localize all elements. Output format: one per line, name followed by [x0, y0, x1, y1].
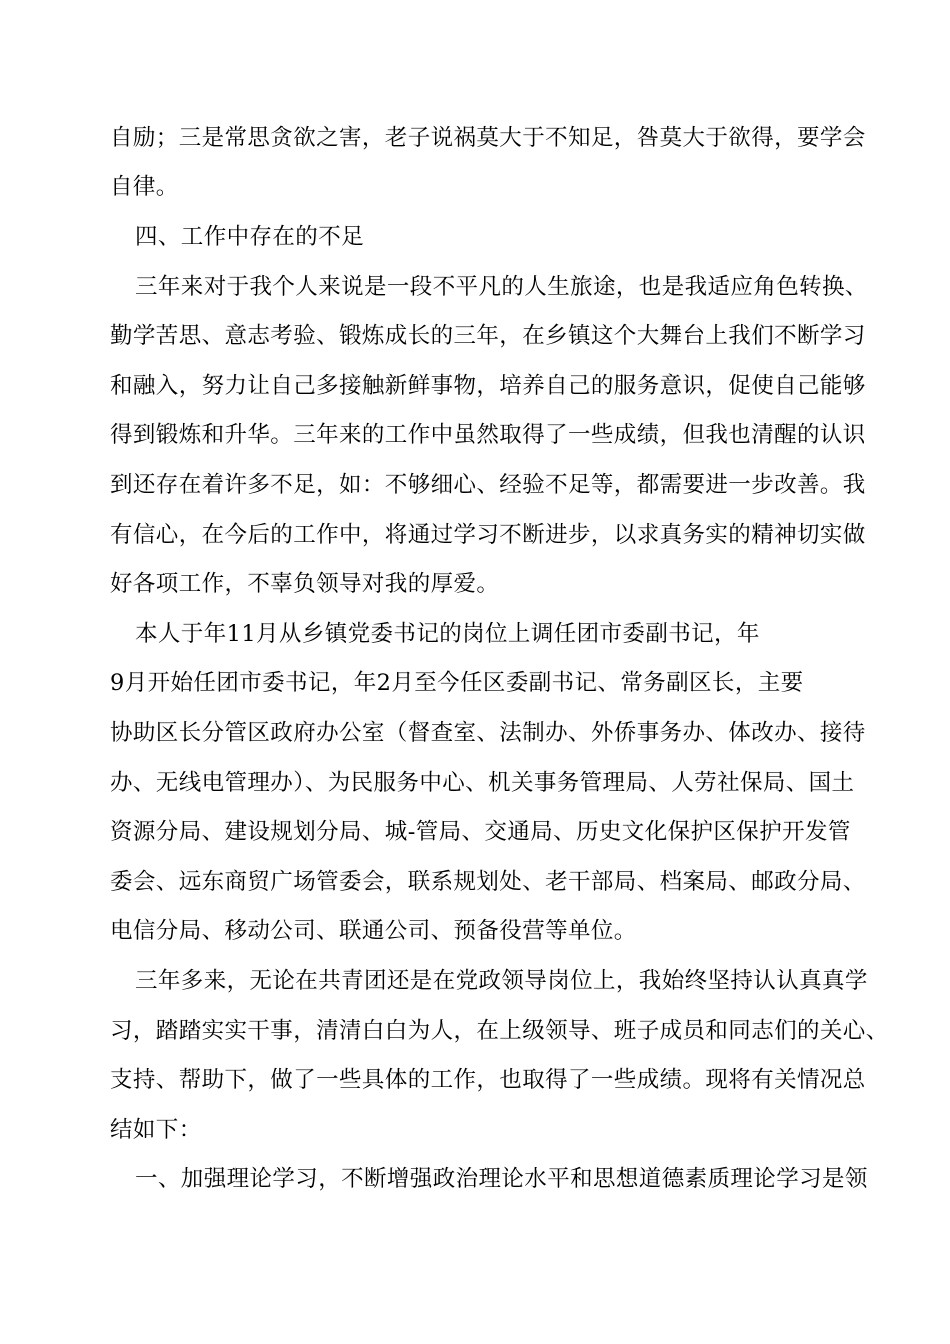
section-heading: 四、工作中存在的不足 — [135, 224, 365, 250]
text-line: 一、加强理论学习，不断增强政治理论水平和思想道德素质理论学习是领 — [135, 1166, 868, 1192]
text-line: 得到锻炼和升华。三年来的工作中虽然取得了一些成绩，但我也清醒的认识 — [110, 422, 866, 448]
text-line: 有信心，在今后的工作中，将通过学习不断进步，以求真务实的精神切实做 — [110, 522, 866, 548]
text-line: 和融入，努力让自己多接触新鲜事物，培养自己的服务意识，促使自己能够 — [110, 373, 866, 399]
text-line: 好各项工作，不辜负领导对我的厚爱。 — [110, 571, 500, 597]
text-line: 本人于年11月从乡镇党委书记的岗位上调任团市委副书记，年 — [135, 621, 760, 647]
text-line: 支持、帮助下，做了一些具体的工作，也取得了一些成绩。现将有关情况总 — [110, 1067, 866, 1093]
text-line: 自律。 — [110, 174, 179, 200]
text-line: 自励；三是常思贪欲之害，老子说祸莫大于不知足，咎莫大于欲得，要学会 — [110, 125, 866, 151]
text-line: 结如下： — [110, 1117, 202, 1143]
text-line: 9月开始任团市委书记，年2月至今任区委副书记、常务副区长，主要 — [110, 670, 804, 696]
text-line: 电信分局、移动公司、联通公司、预备役营等单位。 — [110, 918, 637, 944]
text-line: 协助区长分管区政府办公室（督查室、法制办、外侨事务办、体改办、接待 — [110, 720, 866, 746]
text-line: 三年多来，无论在共青团还是在党政领导岗位上，我始终坚持认认真真学 — [135, 968, 868, 994]
text-line: 到还存在着许多不足，如：不够细心、经验不足等，都需要进一步改善。我 — [110, 472, 866, 498]
text-line: 三年来对于我个人来说是一段不平凡的人生旅途，也是我适应角色转换、 — [135, 274, 868, 300]
text-line: 资源分局、建设规划分局、城-管局、交通局、历史文化保护区保护开发管 — [110, 819, 851, 845]
text-line: 勤学苦思、意志考验、锻炼成长的三年，在乡镇这个大舞台上我们不断学习 — [110, 323, 866, 349]
text-line: 委会、远东商贸广场管委会，联系规划处、老干部局、档案局、邮政分局、 — [110, 869, 866, 895]
text-line: 办、无线电管理办）、为民服务中心、机关事务管理局、人劳社保局、国土 — [110, 770, 855, 796]
text-line: 习，踏踏实实干事，清清白白为人，在上级领导、班子成员和同志们的关心、 — [110, 1018, 889, 1044]
